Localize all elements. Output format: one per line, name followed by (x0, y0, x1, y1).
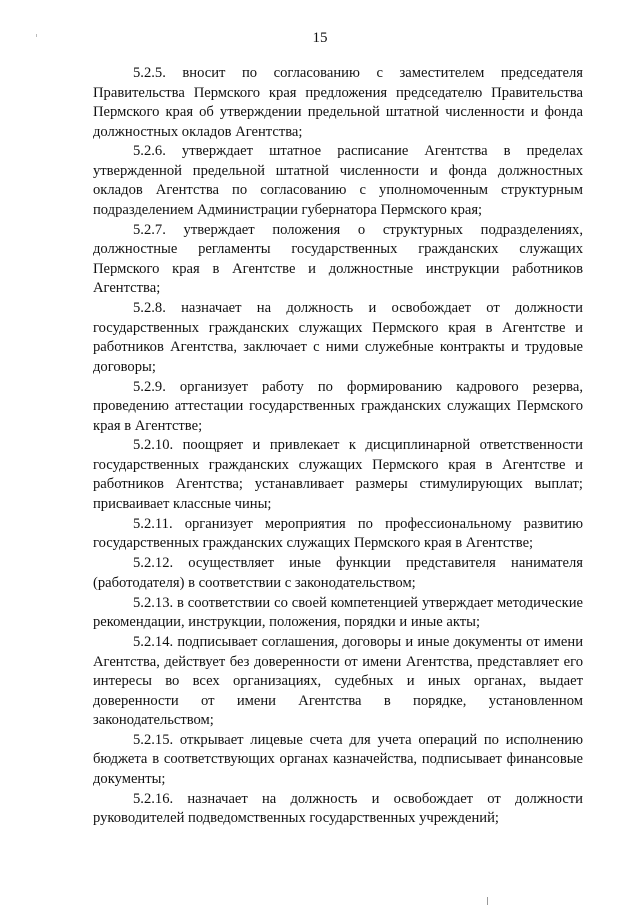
paragraph-5-2-8: 5.2.8. назначает на должность и освобождает от должности государственных гражданских служащих Пермского края в Агентстве и работников Агентства, заключает с ними служебные контракты и трудовые договоры; (93, 300, 583, 375)
document-body (93, 64, 583, 829)
page-number: 15 (312, 30, 328, 46)
paragraph-5-2-16: 5.2.16. назначает на должность и освобождает от должности руководителей подведомственных государственных учреждений; (93, 790, 583, 827)
paragraph-5-2-10: 5.2.10. поощряет и привлекает к дисциплинарной ответственности государственных гражданских служащих Пермского края в Агентстве и работников Агентства; устанавливает размеры стимулирующих выплат; присваивает классные чины; (93, 437, 583, 512)
paragraph-5-2-11: 5.2.11. организует мероприятия по профессиональному развитию государственных гражданских служащих Пермского края в Агентстве; (93, 515, 583, 552)
paragraph-5-2-12: 5.2.12. осуществляет иные функции представителя нанимателя (работодателя) в соответствии с законодательством; (93, 555, 583, 591)
paragraph-5-2-5: 5.2.5. вносит по согласованию с заместителем председателя Правительства Пермского края предложения председателю Правительства Пермского края об утверждении предельной штатной численности и фонда должностных окладов Агентства; (93, 65, 583, 140)
paragraph-5-2-15: 5.2.15. открывает лицевые счета для учета операций по исполнению бюджета в соответствующих органах казначейства, подписывает финансовые документы; (93, 731, 583, 787)
paragraph-5-2-7: 5.2.7. утверждает положения о структурных подразделениях, должностные регламенты государственных гражданских служащих Пермского края в Агентстве и должностные инструкции работников Агентства; (93, 221, 583, 297)
paragraph-5-2-14: 5.2.14. подписывает соглашения, договоры и иные документы от имени Агентства, действует без доверенности от имени Агентства, представляет его интересы во всех организациях, судебных и иных органах, выдает доверенности от имени Агентства в порядке, установленном законодательством; (93, 634, 583, 729)
paragraph-5-2-6: 5.2.6. утверждает штатное расписание Агентства в пределах утвержденной предельной штатной численности и фонда должностных окладов Агентства по согласованию с уполномоченным структурным подразделением Администрации губернатора Пермского края; (93, 143, 583, 218)
paragraph-5-2-9: 5.2.9. организует работу по формированию кадрового резерва, проведению аттестации государственных гражданских служащих Пермского края в Агентстве; (93, 378, 583, 434)
paragraph-5-2-13: 5.2.13. в соответствии со своей компетенцией утверждает методические рекомендации, инструкции, положения, порядки и иные акты; (93, 594, 583, 631)
scan-mark-bottom (487, 897, 488, 905)
